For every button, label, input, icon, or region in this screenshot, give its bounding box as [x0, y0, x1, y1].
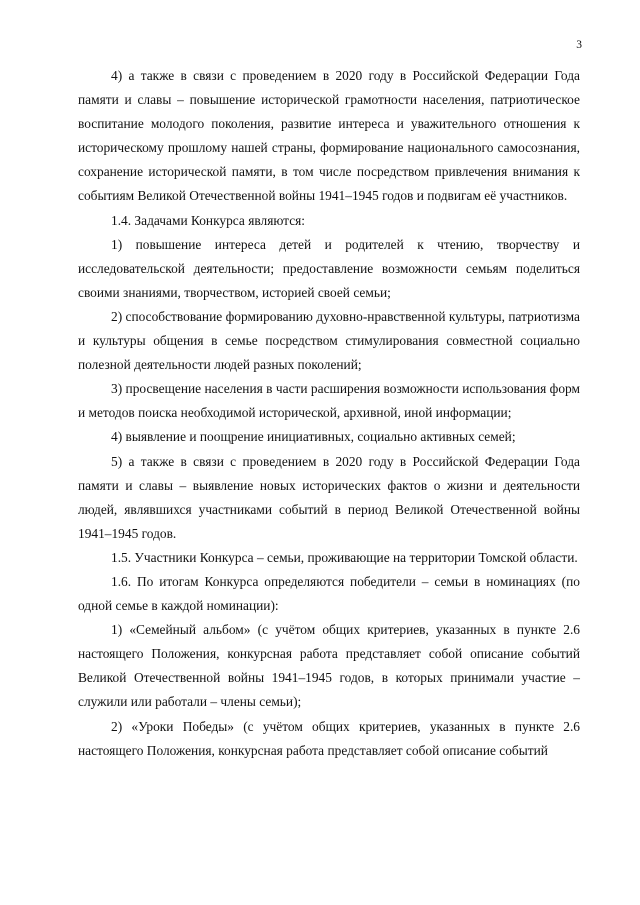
document-body [78, 64, 580, 763]
nomination-2: 2) «Уроки Победы» (с учётом общих критериев, указанных в пункте 2.6 настоящего Положения, конкурсная работа представляет собой описание событий [78, 718, 580, 758]
paragraph-task-2: 2) способствование формированию духовно-нравственной культуры, патриотизма и культуры общения в семье посредством стимулирования совместной социально полезной деятельности людей разных поколений; [78, 308, 580, 373]
section-1-5: 1.5. Участники Конкурса – семьи, проживающие на территории Томской области. [111, 549, 578, 565]
paragraph-task-1: 1) повышение интереса детей и родителей к чтению, творчеству и исследовательской деятельности; предоставление возможности семьям поделиться своими знаниями, творчеством, историей своей семьи; [78, 236, 580, 300]
paragraph-goal-4: 4) а также в связи с проведением в 2020 году в Российской Федерации Года памяти и славы – повышение исторической грамотности населения, патриотическое воспитание молодого поколения, развитие интереса и уважительного отношения к историческому прошлому нашей страны, формирование национального самосознания, сохранение исторической памяти, в том числе посредством привлечения внимания к событиям Великой Отечественной войны 1941–1945 годов и подвигам её участников. [78, 68, 580, 204]
nomination-1: 1) «Семейный альбом» (с учётом общих критериев, указанных в пункте 2.6 настоящего Положения, конкурсная работа представляет собой описание событий Великой Отечественной войны 1941–1945 годов, в которых принимали участие – служили или работали – члены семьи); [78, 622, 580, 710]
paragraph-task-4: 4) выявление и поощрение инициативных, социально активных семей; [111, 429, 516, 445]
section-1-4-heading: 1.4. Задачами Конкурса являются: [111, 212, 306, 228]
section-1-6: 1.6. По итогам Конкурса определяются победители – семьи в номинациях (по одной семье в каждой номинации): [78, 573, 580, 614]
paragraph-task-3: 3) просвещение населения в части расширения возможности использования форм и методов поиска необходимой исторической, архивной, иной информации; [78, 381, 580, 421]
page-number: 3 [576, 39, 582, 51]
paragraph-task-5: 5) а также в связи с проведением в 2020 году в Российской Федерации Года памяти и славы – выявление новых исторических фактов о жизни и деятельности людей, являвшихся участниками событий в период Великой Отечественной войны 1941–1945 годов. [78, 453, 580, 541]
